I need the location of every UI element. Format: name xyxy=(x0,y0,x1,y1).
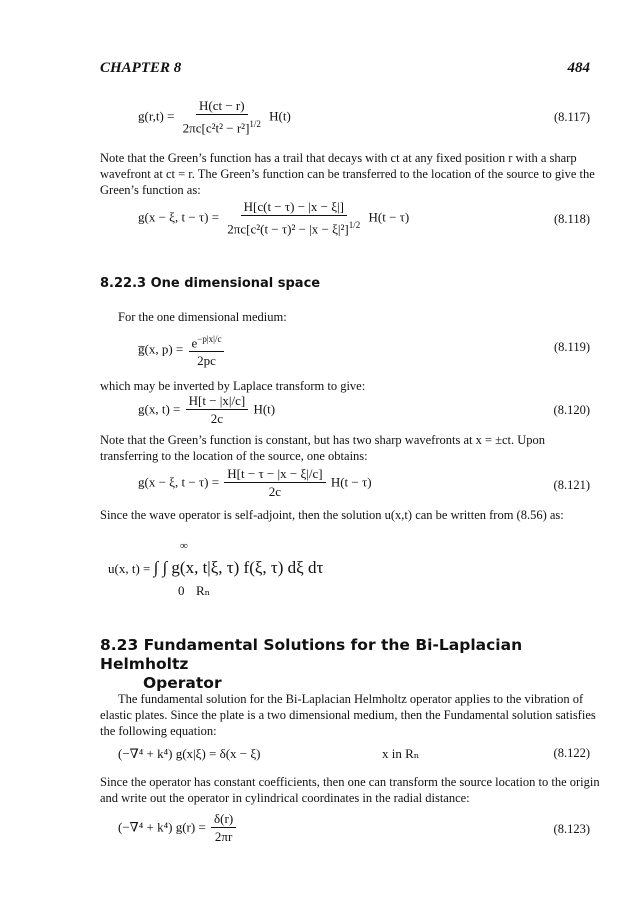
equation-8-120 xyxy=(138,393,275,428)
page-number: 484 xyxy=(567,60,590,76)
paragraph: which may be inverted by Laplace transform to give: xyxy=(100,379,366,393)
equation-number: (8.121) xyxy=(553,478,590,492)
eq-denominator: $2\pi c[c^2t^2 - r^2]^{1/2}$ xyxy=(182,119,261,136)
eq-fraction xyxy=(186,393,249,428)
equation-8-118 xyxy=(138,199,409,238)
integral-lower-limit-space: Rₙ xyxy=(196,583,211,598)
eq-fraction xyxy=(224,466,325,501)
equation-number: (8.122) xyxy=(553,746,590,760)
equation-solution xyxy=(108,558,323,578)
eq-fraction xyxy=(224,199,363,238)
eq-denominator: 2pc xyxy=(197,353,216,369)
integral-lower-limit-time: 0 xyxy=(178,583,185,598)
section-heading xyxy=(100,636,560,693)
eq-numerator: H[c(t − τ) − |x − ξ|] xyxy=(241,199,347,216)
eq-lhs: (−∇⁴ + k⁴) g(r) = xyxy=(118,819,206,835)
eq-tail: H(t − τ) xyxy=(368,209,410,225)
equation-number: (8.117) xyxy=(554,110,590,124)
eq-lhs: g(x, t) = xyxy=(138,401,181,417)
equation-number: (8.120) xyxy=(553,403,590,417)
eq-lhs: g(x − ξ, t − τ) = xyxy=(138,474,220,490)
eq-denominator: 2c xyxy=(210,411,224,426)
paragraph: Note that the Green’s function is constant, but has two sharp wavefronts at x = ±ct. Upon transferring to the location of the source, one obtains: xyxy=(100,433,546,463)
section-number: 8.22.3 xyxy=(100,276,147,291)
section-title: Fundamental Solutions for the Bi-Laplacian Helmholtz xyxy=(100,636,523,673)
eq-numerator: δ(r) xyxy=(211,811,236,828)
paragraph: Since the wave operator is self-adjoint, then the solution u(x,t) can be written from (8.56) as: xyxy=(100,508,564,522)
eq-body: ∫ ∫ g(x, t|ξ, τ) f(ξ, τ) dξ dτ xyxy=(153,558,324,577)
eq-lhs: g̅(x, p) = xyxy=(138,341,184,357)
eq-numerator: $e^{-p|x|/c}$ xyxy=(189,331,225,352)
section-title: One dimensional space xyxy=(150,276,321,291)
eq-lhs: g(r,t) = xyxy=(138,108,175,124)
section-title-continued: Operator xyxy=(143,674,222,692)
eq-denominator: 2πr xyxy=(214,829,233,844)
eq-lhs: g(x − ξ, t − τ) = xyxy=(138,209,220,225)
eq-numerator: H[t − |x|/c] xyxy=(186,393,249,410)
paragraph: The fundamental solution for the Bi-Laplacian Helmholtz operator applies to the vibration of elastic plates. Since the plate is a two dimensional medium, then the Fundamental solution satisfies the following equation: xyxy=(100,692,596,738)
equation-number: (8.119) xyxy=(554,340,590,354)
section-number: 8.23 xyxy=(100,636,139,654)
equation-number: (8.123) xyxy=(553,822,590,836)
eq-fraction xyxy=(180,98,264,137)
equation-domain: x in Rₙ xyxy=(382,746,420,761)
equation-8-123 xyxy=(118,811,238,846)
eq-fraction xyxy=(211,811,236,846)
eq-tail: H(t − τ) xyxy=(330,474,372,490)
eq-fraction xyxy=(189,331,225,370)
eq-numerator: H(ct − r) xyxy=(196,98,248,115)
paragraph: Since the operator has constant coefficients, then one can transform the source location to the origin and write out the operator in cylindrical coordinates in the radial distance: xyxy=(100,775,600,805)
chapter-header: CHAPTER 8 xyxy=(100,60,182,76)
paragraph: Note that the Green’s function has a trail that decays with ct at any fixed position r with a sharp wavefront at ct = r. The Green’s function can be transferred to the location of the source to give the Green’s function as: xyxy=(100,151,595,197)
eq-tail: H(t) xyxy=(269,108,291,124)
eq-lhs: u(x, t) = xyxy=(108,561,151,576)
eq-denominator: 2c xyxy=(268,484,282,499)
eq-denominator: $2\pi c[c^2(t - \tau)^2 - |x - \xi|^2]^{1/2}$ xyxy=(227,220,361,237)
equation-8-119 xyxy=(138,331,226,370)
equation-8-121 xyxy=(138,466,372,501)
integral-upper-limit: ∞ xyxy=(180,540,188,552)
equation-8-122: (−∇⁴ + k⁴) g(x|ξ) = δ(x − ξ) xyxy=(118,746,261,761)
paragraph: For the one dimensional medium: xyxy=(118,310,287,324)
eq-tail: H(t) xyxy=(253,401,276,417)
equation-number: (8.118) xyxy=(554,212,590,226)
eq-numerator: H[t − τ − |x − ξ|/c] xyxy=(224,466,325,483)
equation-8-117 xyxy=(138,98,291,137)
subsection-heading xyxy=(100,276,320,291)
